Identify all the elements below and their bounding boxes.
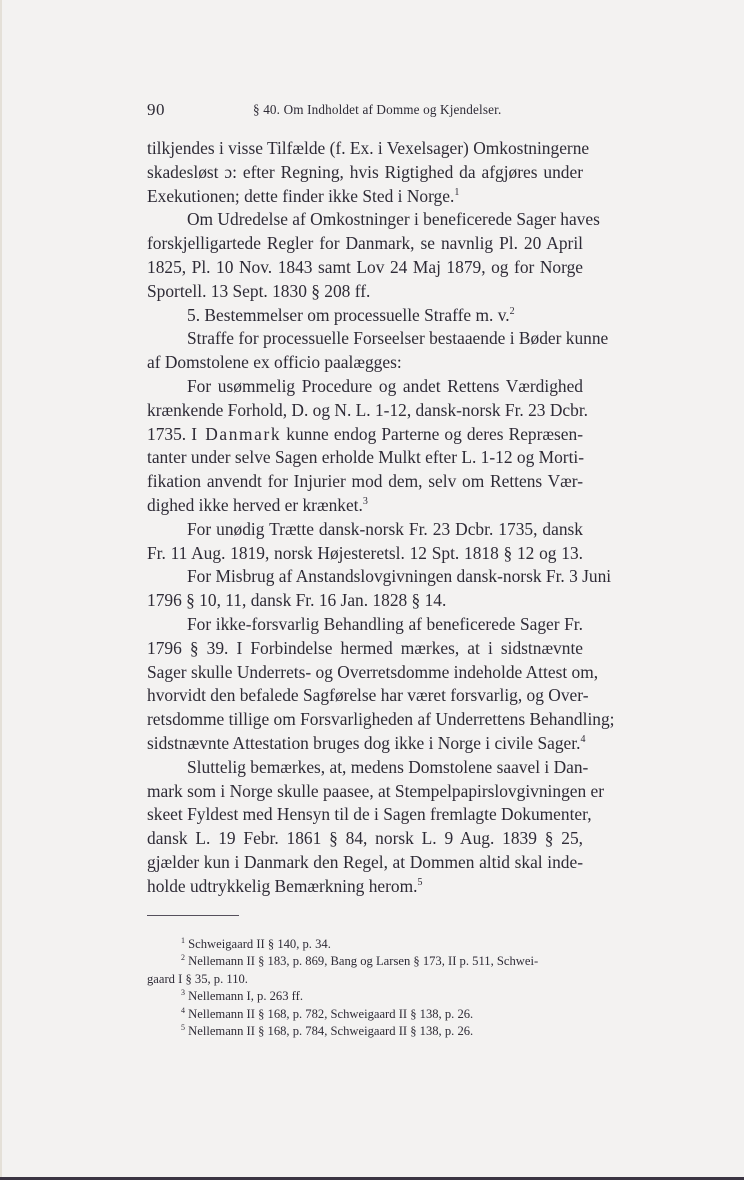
text-line: 1735. I Danmark kunne endog Parterne og deres Repræsen- [147, 423, 583, 444]
footnote-mark: 2 [181, 953, 185, 963]
footnote-ref[interactable]: 2 [509, 305, 515, 317]
text-line: retsdomme tillige om Forsvarligheden af Underrettens Behandling; [147, 709, 615, 730]
footnote-ref[interactable]: 1 [454, 186, 460, 198]
text-line: krænkende Forhold, D. og N. L. 1-12, dansk-norsk Fr. 23 Dcbr. [147, 399, 589, 420]
footnote-ref[interactable]: 5 [417, 876, 423, 888]
text-line: gjælder kun i Danmark den Regel, at Dommen altid skal inde- [147, 851, 583, 872]
footnote-mark: 4 [181, 1005, 185, 1015]
text-line: sidstnævnte Attestation bruges dog ikke i Norge i civile Sager.$^4$ [147, 732, 586, 753]
page-number: 90 [147, 100, 165, 119]
text-line: 1796 § 10, 11, dansk Fr. 16 Jan. 1828 § 14. [147, 590, 447, 611]
footnote-mark: 3 [181, 988, 185, 998]
footnote: $^3$ Nellemann I, p. 263 ff. [181, 988, 303, 1004]
text-line: Straffe for processuelle Forseelser bestaaende i Bøder kunne [187, 328, 609, 349]
text-line: dansk L. 19 Febr. 1861 § 84, norsk L. 9 Aug. 1839 § 25, [147, 828, 583, 849]
body-text [147, 137, 615, 899]
footnote: $^5$ Nellemann II § 168, p. 784, Schweigaard II § 138, p. 26. [181, 1022, 474, 1038]
text-line: Fr. 11 Aug. 1819, norsk Højesteretsl. 12 Spt. 1818 § 12 og 13. [147, 542, 583, 563]
footnote: $^4$ Nellemann II § 168, p. 782, Schweigaard II § 138, p. 26. [181, 1005, 474, 1021]
text-line: Sluttelig bemærkes, at, medens Domstolene saavel i Dan- [187, 756, 589, 777]
text-line: 1796 § 39. I Forbindelse hermed mærkes, at i sidstnævnte [147, 637, 583, 658]
text-line: 1825, Pl. 10 Nov. 1843 samt Lov 24 Maj 1879, og for Norge [147, 256, 583, 277]
text-line: forskjelligartede Regler for Danmark, se navnlig Pl. 20 April [147, 233, 583, 254]
text-line: Sager skulle Underrets- og Overretsdomme indeholde Attest om, [147, 661, 599, 682]
footnote-mark: 1 [181, 936, 185, 945]
text-line: mark som i Norge skulle paasee, at Stempelpapirslovgivningen er [147, 780, 605, 801]
text-line: dighed ikke herved er krænket.$^3$ [147, 494, 368, 515]
footnote-mark: 5 [181, 1022, 185, 1032]
text-line: For unødig Trætte dansk-norsk Fr. 23 Dcbr. 1735, dansk [187, 518, 583, 539]
text-line: holde udtrykkelig Bemærkning herom.$^5$ [147, 875, 423, 896]
section-heading: 5. Bestemmelser om processuelle Straffe m. v.$^2$ [187, 304, 515, 325]
text-line: fikation anvendt for Injurier mod dem, selv om Rettens Vær- [147, 471, 583, 492]
text-line: skadesløst ɔ: efter Regning, hvis Rigtighed da afgjøres under [147, 161, 583, 182]
text-line: tanter under selve Sagen erholde Mulkt efter L. 1-12 og Morti- [147, 447, 585, 468]
spaced-emphasis: I Danmark [191, 423, 282, 444]
text-line: tilkjendes i visse Tilfælde (f. Ex. i Vexelsager) Omkostningerne [147, 138, 590, 158]
text-line: For ikke-forsvarlig Behandling af beneficerede Sager Fr. [187, 613, 583, 634]
running-head [147, 100, 607, 122]
text-line: Om Udredelse af Omkostninger i beneficerede Sager haves [187, 209, 600, 230]
footnotes [147, 936, 583, 1040]
text-line: skeet Fyldest med Hensyn til de i Sagen fremlagte Dokumenter, [147, 804, 592, 825]
text-line: hvorvidt den befalede Sagførelse har været forsvarlig, og Over- [147, 685, 589, 706]
footnote-ref[interactable]: 4 [580, 733, 586, 745]
footnote-divider [147, 915, 239, 916]
footnote-ref[interactable]: 3 [362, 495, 368, 507]
page-left-edge [0, 0, 2, 1180]
text-line: af Domstolene ex officio paalægges: [147, 352, 402, 373]
footnote-continuation: gaard I § 35, p. 110. [147, 971, 248, 986]
text-line: Sportell. 13 Sept. 1830 § 208 ff. [147, 280, 371, 301]
text-line: For usømmelig Procedure og andet Rettens Værdighed [187, 375, 583, 396]
text-line: Exekutionen; dette finder ikke Sted i Norge.$^1$ [147, 185, 460, 206]
footnote: $^1$ Schweigaard II § 140, p. 34. [181, 936, 331, 951]
header-title: § 40. Om Indholdet af Domme og Kjendelser. [253, 102, 502, 117]
footnote: $^2$ Nellemann II § 183, p. 869, Bang og Larsen § 173, II p. 511, Schwei- [181, 953, 539, 969]
text-line: For Misbrug af Anstandslovgivningen dansk-norsk Fr. 3 Juni [187, 566, 612, 587]
